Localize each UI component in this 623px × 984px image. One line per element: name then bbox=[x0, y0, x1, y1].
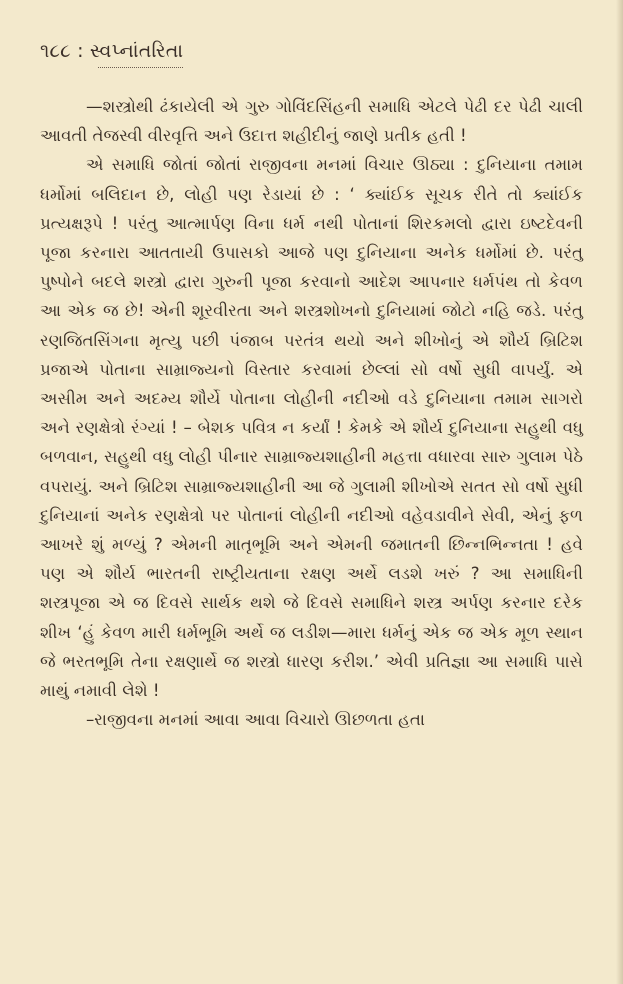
running-header bbox=[40, 40, 183, 62]
book-title: સ્વપ્નાંતરિતા bbox=[89, 40, 184, 62]
page-edge-shadow bbox=[616, 0, 623, 984]
paragraph-1: —શસ્ત્રોથી ઢંકાયેલી એ ગુરુ ગોવિંદસિંહની સમાધિ એટલે પેઢી દર પેઢી ચાલી આવતી તેજસ્વી વીરવૃત્તિ અને ઉદાત્ત શહીદીનું જાણે પ્રતીક હતી ! bbox=[40, 97, 583, 146]
paragraph-2: એ સમાધિ જોતાં જોતાં રાજીવના મનમાં વિચાર ઊઠ્યા : દુનિયાના તમામ ધર્મોમાં બલિદાન છે, લોહી પણ રેડાયાં છે : ‘ ક્યાંઈક સૂચક રીતે તો ક્યાંઈક પ્રત્યક્ષરૂપે ! પરંતુ આત્માર્પણ વિના ધર્મ નથી પોતાનાં શિરકમલો દ્વારા ઇષ્ટદેવની પૂજા કરનારા આતતાયી ઉપાસકો આજે પણ દુનિયાના અનેક ધર્મોમાં છે. પરંતુ પુષ્પોને બદલે શસ્ત્રો દ્વારા ગુરુની પૂજા કરવાનો આદેશ આપનાર ધર્મપંથ તો કેવળ આ એક જ છે! એની શૂરવીરતા અને શસ્ત્રશોખનો દુનિયામાં જોટો નહિ જડે. પરંતુ રણજિતસિંગના મૃત્યુ પછી પંજાબ પરતંત્ર થયો અને શીખોનું એ શૌર્ય બ્રિટિશ પ્રજાએ પોતાના સામ્રાજ્યનો વિસ્તાર કરવામાં છેલ્લાં સો વર્ષો સુધી વાપર્યું. એ અસીમ અને અદમ્ય શૌર્યે પોતાના લોહીની નદીઓ વડે દુનિયાના તમામ સાગરો અને રણક્ષેત્રો રંગ્યાં ! – બેશક પવિત્ર ન કર્યાં ! કેમકે એ શૌર્ય દુનિયાના સહુથી વધુ બળવાન, સહુથી વધુ લોહી પીનાર સામ્રાજ્યશાહીની મહત્તા વધારવા સારુ ગુલામ પેઠે વપરાયું. અને બ્રિટિશ સામ્રાજ્યશાહીની આ જે ગુલામી શીખોએ સતત સો વર્ષો સુધી દુનિયાનાં અનેક રણક્ષેત્રો પર પોતાનાં લોહીની નદીઓ વહેવડાવીને સેવી, એનું ફળ આખરે શું મળ્યું ? એમની માતૃભૂમિ અને એમની જમાતની છિન્નભિન્નતા ! હવે પણ એ શૌર્ય ભારતની રાષ્ટ્રીયતાના રક્ષણ અર્થે લડશે ખરું ? આ સમાધિની શસ્ત્રપૂજા એ જ દિવસે સાર્થક થશે જે દિવસે સમાધિને શસ્ત્ર અર્પણ કરનાર દરેક શીખ ‘હું કેવળ મારી ધર્મભૂમિ અર્થે જ લડીશ—મારા ધર્મનું એક જ એક મૂળ સ્થાન જે ભરતભૂમિ તેના રક્ષણાર્થે જ શસ્ત્રો ધારણ કરીશ.’ એવી પ્રતિજ્ઞા આ સમાધિ પાસે માથું નમાવી લેશે ! bbox=[40, 155, 583, 701]
page-number: ૧૮૮ bbox=[40, 40, 71, 62]
decorative-underline bbox=[98, 63, 183, 68]
paragraph-3: –રાજીવના મનમાં આવા આવા વિચારો ઊછળતા હતા bbox=[86, 710, 425, 730]
header-separator: : bbox=[77, 40, 84, 62]
